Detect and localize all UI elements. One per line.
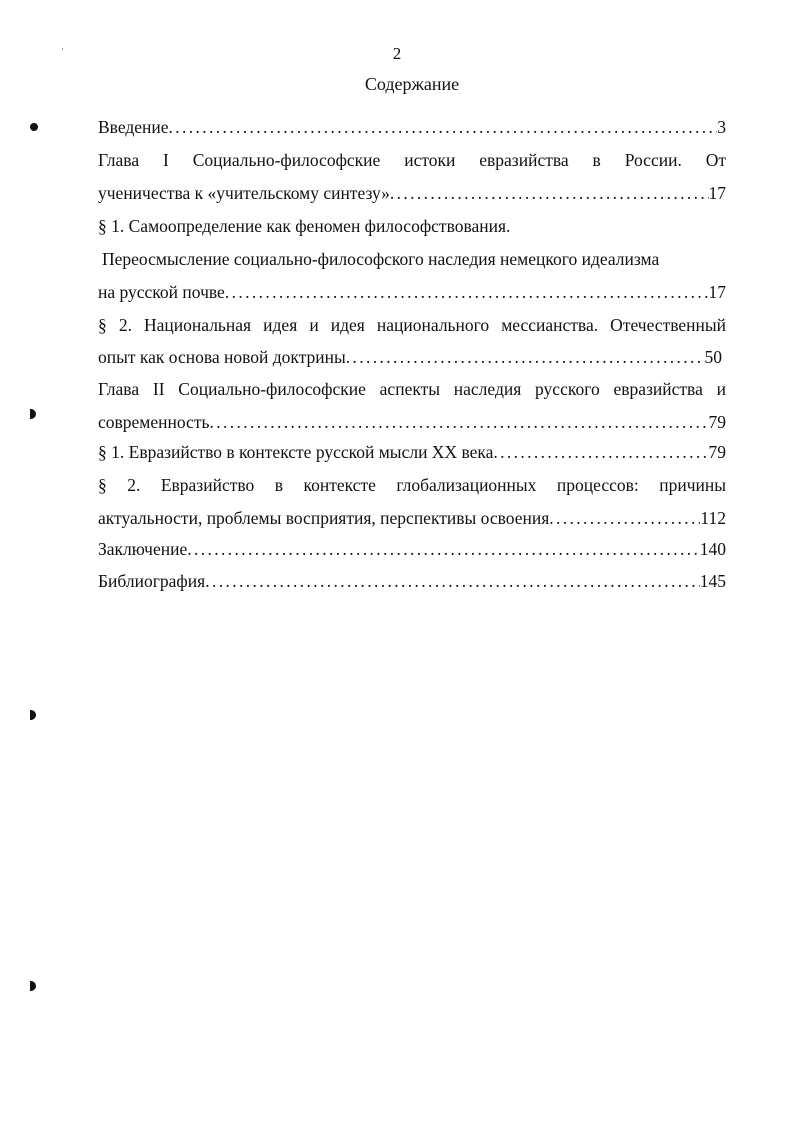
dot-leader: [187, 537, 700, 561]
toc-entry-label: современность: [98, 412, 210, 432]
toc-entry-section-2-1[interactable]: [98, 440, 726, 464]
toc-entry-label: § 1. Евразийство в контексте русской мысли XX века: [98, 442, 494, 462]
toc-entry-section-1-1-cont[interactable]: [98, 247, 730, 271]
binding-hole-mark: [30, 123, 38, 131]
toc-entry-bibliography[interactable]: [98, 569, 726, 593]
toc-entry-section-1-1[interactable]: [98, 214, 726, 238]
toc-page-number: 50: [704, 347, 722, 367]
toc-entry-introduction[interactable]: [98, 115, 726, 139]
toc-entry-section-1-2-cont[interactable]: [98, 345, 722, 369]
toc-entry-conclusion[interactable]: [98, 537, 726, 561]
toc-entry-chapter-2[interactable]: [98, 377, 726, 401]
toc-page-number: 79: [708, 412, 726, 432]
toc-page-number: 3: [717, 117, 726, 137]
toc-entry-chapter-1[interactable]: [98, 148, 726, 172]
toc-entry-chapter-2-cont[interactable]: [98, 410, 726, 434]
toc-page-number: 145: [699, 571, 726, 591]
toc-entry-label: Глава II Социально-философские аспекты наследия русского евразийства и: [98, 379, 726, 399]
toc-entry-section-1-2[interactable]: [98, 313, 726, 337]
toc-entry-label: § 1. Самоопределение как феномен философствования.: [98, 216, 511, 236]
toc-entry-label: Переосмысление социально-философского наследия немецкого идеализма: [102, 249, 660, 269]
dot-leader: [205, 569, 700, 593]
toc-page-number: 140: [699, 539, 726, 559]
dot-leader: [549, 506, 700, 530]
dot-leader: [346, 345, 705, 369]
dot-leader: [209, 410, 708, 434]
toc-page-number: 17: [708, 282, 726, 302]
toc-page-number: 79: [708, 442, 726, 462]
toc-entry-section-2-2[interactable]: [98, 473, 726, 497]
toc-entry-label: Введение: [98, 117, 169, 137]
toc-entry-section-2-2-cont[interactable]: [98, 506, 726, 530]
toc-entry-label: Заключение: [98, 539, 188, 559]
toc-page-number: 17: [708, 183, 726, 203]
toc-entry-label: § 2. Национальная идея и идея национального мессианства. Отечественный: [98, 315, 726, 335]
toc-page-number: 112: [700, 508, 726, 528]
dot-leader: [225, 280, 709, 304]
page-number: 2: [392, 44, 402, 63]
toc-entry-label: актуальности, проблемы восприятия, перспективы освоения: [98, 508, 550, 528]
toc-entry-label: опыт как основа новой доктрины: [98, 347, 346, 367]
dot-leader: [493, 440, 708, 464]
toc-entry-label: ученичества к «учительскому синтезу»: [98, 183, 390, 203]
toc-entry-label: § 2. Евразийство в контексте глобализационных процессов: причины: [98, 475, 726, 495]
page-title: Содержание: [364, 74, 460, 94]
toc-entry-label: Библиография: [98, 571, 206, 591]
binding-hole-mark: [30, 981, 36, 991]
toc-entry-label: на русской почве: [98, 282, 225, 302]
binding-hole-mark: [30, 710, 36, 720]
dot-leader: [169, 115, 718, 139]
toc-entry-section-1-1-end[interactable]: [98, 280, 726, 304]
dot-leader: [390, 181, 709, 205]
toc-entry-chapter-1-cont[interactable]: [98, 181, 726, 205]
binding-hole-mark: [30, 409, 36, 419]
toc-entry-label: Глава I Социально-философские истоки евразийства в России. От: [98, 150, 726, 170]
